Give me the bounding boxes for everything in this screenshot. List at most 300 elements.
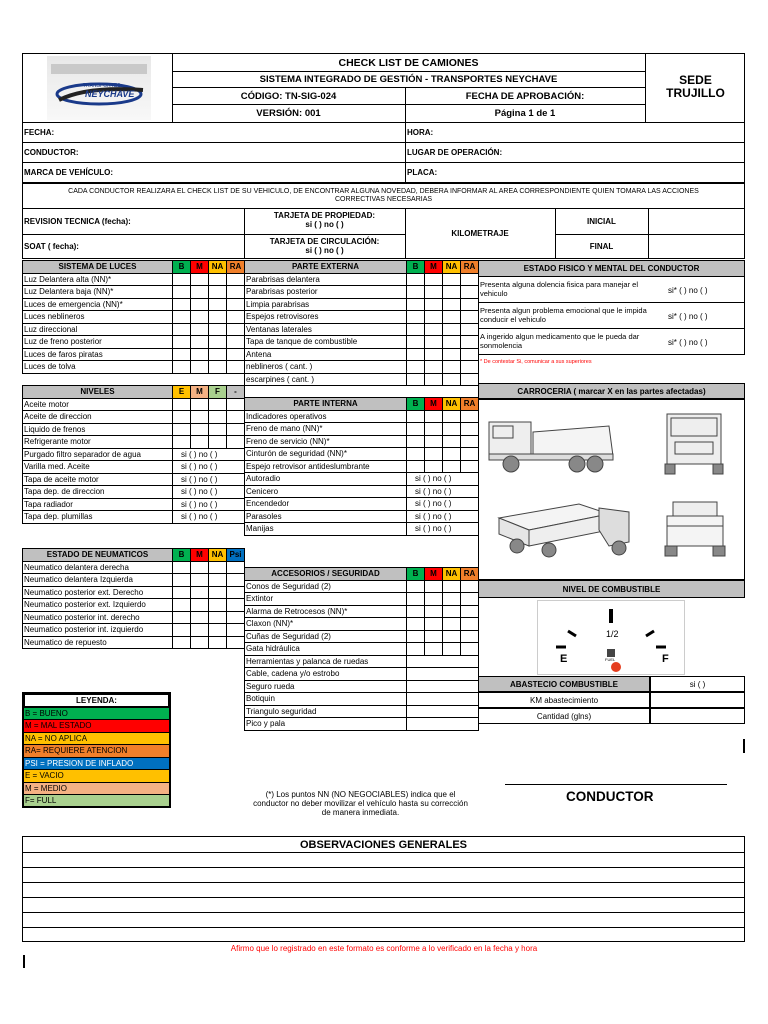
neumaticos-check-cell[interactable] bbox=[227, 586, 245, 599]
interna-check-cell[interactable] bbox=[461, 410, 479, 423]
observaciones-line[interactable] bbox=[23, 867, 744, 883]
niveles-check-cell[interactable] bbox=[173, 411, 191, 424]
externa-check-cell[interactable] bbox=[407, 348, 425, 361]
externa-row bbox=[245, 298, 479, 311]
conductor-field[interactable]: CONDUCTOR: bbox=[24, 147, 79, 157]
neumaticos-check-cell[interactable] bbox=[191, 624, 209, 637]
luces-check-cell[interactable] bbox=[173, 348, 191, 361]
niveles-check-cell[interactable] bbox=[191, 411, 209, 424]
externa-check-cell[interactable] bbox=[425, 273, 443, 286]
neumaticos-check-cell[interactable] bbox=[209, 599, 227, 612]
col-b: B bbox=[407, 568, 425, 581]
accesorios-check-cell[interactable] bbox=[407, 580, 425, 593]
externa-check-cell[interactable] bbox=[443, 323, 461, 336]
neumaticos-check-cell[interactable] bbox=[227, 624, 245, 637]
luces-check-cell[interactable] bbox=[191, 311, 209, 324]
lugar-field[interactable]: LUGAR DE OPERACIÓN: bbox=[407, 147, 503, 157]
form-code: CÓDIGO: TN-SIG-024 bbox=[240, 90, 337, 102]
interna-check-cell[interactable] bbox=[443, 410, 461, 423]
luces-table bbox=[22, 260, 245, 374]
leyenda-row bbox=[23, 745, 170, 758]
externa-item-label: Ventanas laterales bbox=[245, 323, 407, 336]
externa-check-cell[interactable] bbox=[461, 323, 479, 336]
neumaticos-check-cell[interactable] bbox=[227, 561, 245, 574]
externa-check-cell[interactable] bbox=[443, 361, 461, 374]
neumaticos-check-cell[interactable] bbox=[209, 636, 227, 649]
interna-row bbox=[245, 473, 479, 486]
carroceria-diagram[interactable] bbox=[478, 399, 745, 580]
fuel-gauge[interactable] bbox=[537, 600, 685, 675]
externa-item-label: Antena bbox=[245, 348, 407, 361]
luces-check-cell[interactable] bbox=[209, 298, 227, 311]
cantidad-galones-value[interactable] bbox=[650, 708, 745, 724]
externa-check-cell[interactable] bbox=[407, 373, 425, 386]
externa-header-row bbox=[245, 261, 479, 274]
accesorios-check-cell[interactable] bbox=[443, 593, 461, 606]
interna-sino[interactable]: si ( ) no ( ) bbox=[407, 510, 479, 523]
observaciones-line[interactable] bbox=[23, 852, 744, 868]
interna-sino[interactable]: si ( ) no ( ) bbox=[407, 485, 479, 498]
interna-check-cell[interactable] bbox=[407, 448, 425, 461]
niveles-sino[interactable]: si ( ) no ( ) bbox=[173, 511, 245, 524]
nn-note: (*) Los puntos NN (NO NEGOCIABLES) indica que el conductor no deber movilizar el vehículo hasta su corrección de manera inmediata. bbox=[253, 790, 468, 817]
neumaticos-check-cell[interactable] bbox=[227, 574, 245, 587]
col-m: M bbox=[425, 398, 443, 411]
interna-check-cell[interactable] bbox=[461, 448, 479, 461]
neumaticos-row bbox=[23, 561, 245, 574]
km-abastecimiento[interactable]: KM abastecimiento bbox=[478, 692, 650, 708]
luces-check-cell[interactable] bbox=[227, 323, 245, 336]
externa-header: PARTE EXTERNA bbox=[245, 261, 407, 274]
neumaticos-check-cell[interactable] bbox=[173, 574, 191, 587]
accesorios-row bbox=[245, 705, 479, 718]
luces-check-cell[interactable] bbox=[209, 361, 227, 374]
luces-check-cell[interactable] bbox=[173, 311, 191, 324]
niveles-row bbox=[23, 448, 245, 461]
accesorios-check-cell[interactable] bbox=[461, 605, 479, 618]
luces-check-cell[interactable] bbox=[191, 336, 209, 349]
luces-check-cell[interactable] bbox=[227, 361, 245, 374]
luces-check-cell[interactable] bbox=[227, 336, 245, 349]
accesorios-check-cell[interactable] bbox=[407, 593, 425, 606]
col-e: E bbox=[173, 386, 191, 399]
niveles-row bbox=[23, 511, 245, 524]
interna-header: PARTE INTERNA bbox=[245, 398, 407, 411]
luces-check-cell[interactable] bbox=[191, 361, 209, 374]
col-medio: M bbox=[191, 386, 209, 399]
externa-item-label: neblineros ( cant. ) bbox=[245, 361, 407, 374]
externa-item-label: Parabrisas delantera bbox=[245, 273, 407, 286]
luces-row bbox=[23, 286, 245, 299]
accesorios-header-row bbox=[245, 568, 479, 581]
interna-sino[interactable]: si ( ) no ( ) bbox=[407, 498, 479, 511]
signature-label: CONDUCTOR bbox=[566, 789, 654, 804]
niveles-check-cell[interactable] bbox=[227, 423, 245, 436]
fuel-half-label: 1/2 bbox=[606, 629, 619, 639]
accesorios-check-cell[interactable] bbox=[443, 630, 461, 643]
estado-row bbox=[478, 303, 745, 329]
accesorios-row bbox=[245, 718, 479, 731]
accesorios-check-cell[interactable] bbox=[407, 630, 425, 643]
abastecio-sino[interactable]: si ( ) bbox=[650, 676, 745, 692]
revision-tecnica[interactable]: REVISION TECNICA (fecha): bbox=[24, 216, 131, 226]
externa-check-cell[interactable] bbox=[443, 348, 461, 361]
luces-check-cell[interactable] bbox=[227, 286, 245, 299]
interna-row bbox=[245, 485, 479, 498]
accesorios-check-cell[interactable] bbox=[425, 618, 443, 631]
externa-check-cell[interactable] bbox=[461, 311, 479, 324]
interna-check-cell[interactable] bbox=[425, 460, 443, 473]
neumaticos-check-cell[interactable] bbox=[227, 636, 245, 649]
accesorios-check-cell[interactable] bbox=[443, 643, 461, 656]
accesorios-check-cell[interactable] bbox=[461, 580, 479, 593]
neumaticos-check-cell[interactable] bbox=[209, 611, 227, 624]
externa-check-cell[interactable] bbox=[407, 336, 425, 349]
interna-item-label: Espejo retrovisor antideslumbrante bbox=[245, 460, 407, 473]
accesorios-sino[interactable] bbox=[407, 680, 479, 693]
cantidad-galones[interactable]: Cantidad (glns) bbox=[478, 708, 650, 724]
accesorios-check-cell[interactable] bbox=[443, 618, 461, 631]
niveles-item-label: Tapa de aceite motor bbox=[23, 473, 173, 486]
accesorios-check-cell[interactable] bbox=[407, 643, 425, 656]
col-b: B bbox=[407, 398, 425, 411]
niveles-sino[interactable]: si ( ) no ( ) bbox=[173, 498, 245, 511]
luces-check-cell[interactable] bbox=[191, 323, 209, 336]
neumaticos-check-cell[interactable] bbox=[191, 586, 209, 599]
externa-check-cell[interactable] bbox=[425, 323, 443, 336]
truck-side-view-icon bbox=[489, 422, 613, 472]
niveles-row bbox=[23, 398, 245, 411]
neumaticos-row bbox=[23, 586, 245, 599]
externa-check-cell[interactable] bbox=[407, 311, 425, 324]
observaciones-line[interactable] bbox=[23, 927, 744, 943]
externa-row bbox=[245, 361, 479, 374]
footer-statement: Afirmo que lo registrado en este formato es conforme a lo verificado en la fecha y hora bbox=[230, 944, 538, 953]
leyenda-item: NA = NO APLICA bbox=[23, 732, 170, 745]
col-f: F bbox=[209, 386, 227, 399]
niveles-check-cell[interactable] bbox=[191, 436, 209, 449]
neumaticos-check-cell[interactable] bbox=[173, 624, 191, 637]
interna-check-cell[interactable] bbox=[407, 460, 425, 473]
combustible-header: NIVEL DE COMBUSTIBLE bbox=[478, 580, 745, 598]
niveles-item-label: Liquido de frenos bbox=[23, 423, 173, 436]
tarjeta-propiedad-sino[interactable]: si ( ) no ( ) bbox=[305, 220, 344, 229]
truck-front-view-icon bbox=[665, 414, 723, 474]
accesorios-check-cell[interactable] bbox=[425, 593, 443, 606]
leyenda-item: M = MEDIO bbox=[23, 782, 170, 795]
externa-check-cell[interactable] bbox=[461, 348, 479, 361]
niveles-sino[interactable]: si ( ) no ( ) bbox=[173, 461, 245, 474]
niveles-row bbox=[23, 473, 245, 486]
neumaticos-check-cell[interactable] bbox=[191, 574, 209, 587]
externa-row bbox=[245, 348, 479, 361]
leyenda-row bbox=[23, 707, 170, 720]
neumaticos-check-cell[interactable] bbox=[173, 611, 191, 624]
interna-check-cell[interactable] bbox=[407, 410, 425, 423]
luces-check-cell[interactable] bbox=[191, 348, 209, 361]
externa-check-cell[interactable] bbox=[461, 361, 479, 374]
interna-sino[interactable]: si ( ) no ( ) bbox=[407, 473, 479, 486]
externa-check-cell[interactable] bbox=[425, 286, 443, 299]
leyenda-item: PSI = PRESION DE INFLADO bbox=[23, 757, 170, 770]
niveles-row bbox=[23, 486, 245, 499]
accesorios-sino[interactable] bbox=[407, 655, 479, 668]
col-na: NA bbox=[209, 549, 227, 562]
col-na: NA bbox=[443, 398, 461, 411]
accesorios-sino[interactable] bbox=[407, 693, 479, 706]
luces-item-label: Luz de freno posterior bbox=[23, 336, 173, 349]
interna-check-cell[interactable] bbox=[407, 423, 425, 436]
neumaticos-check-cell[interactable] bbox=[191, 636, 209, 649]
niveles-check-cell[interactable] bbox=[209, 436, 227, 449]
luces-check-cell[interactable] bbox=[227, 348, 245, 361]
externa-item-label: Tapa de tanque de combustible bbox=[245, 336, 407, 349]
page-number: Página 1 de 1 bbox=[494, 108, 556, 119]
accesorios-sino[interactable] bbox=[407, 668, 479, 681]
observaciones-line[interactable] bbox=[23, 882, 744, 898]
accesorios-check-cell[interactable] bbox=[407, 605, 425, 618]
interna-item-label: Parasoles bbox=[245, 510, 407, 523]
luces-row bbox=[23, 273, 245, 286]
luces-check-cell[interactable] bbox=[227, 273, 245, 286]
niveles-check-cell[interactable] bbox=[227, 436, 245, 449]
accesorios-item-label: Gata hidráulica bbox=[245, 643, 407, 656]
luces-row bbox=[23, 336, 245, 349]
interna-check-cell[interactable] bbox=[461, 460, 479, 473]
niveles-check-cell[interactable] bbox=[209, 411, 227, 424]
luces-check-cell[interactable] bbox=[173, 336, 191, 349]
estado-sino[interactable]: si* ( ) no ( ) bbox=[668, 338, 708, 347]
niveles-sino[interactable]: si ( ) no ( ) bbox=[173, 473, 245, 486]
niveles-row bbox=[23, 436, 245, 449]
tarjeta-circulacion-label: TARJETA DE CIRCULACIÓN: bbox=[269, 237, 380, 246]
niveles-item-label: Tapa dep. plumillas bbox=[23, 511, 173, 524]
externa-check-cell[interactable] bbox=[461, 336, 479, 349]
notice-text: CADA CONDUCTOR REALIZARA EL CHECK LIST DE SU VEHICULO, DE ENCONTRAR ALGUNA NOVEDAD, DEBERA INFORMAR AL AREA CORRESPONDIENTE QUIEN TOMARA LAS ACCIONES CORRECTIVAS NECESARIAS bbox=[22, 183, 745, 209]
marca-field[interactable]: MARCA DE VEHÍCULO: bbox=[24, 168, 114, 177]
luces-check-cell[interactable] bbox=[173, 361, 191, 374]
interna-check-cell[interactable] bbox=[461, 435, 479, 448]
luces-check-cell[interactable] bbox=[173, 323, 191, 336]
interna-check-cell[interactable] bbox=[443, 460, 461, 473]
externa-check-cell[interactable] bbox=[443, 373, 461, 386]
externa-row bbox=[245, 286, 479, 299]
neumaticos-check-cell[interactable] bbox=[173, 561, 191, 574]
accesorios-sino[interactable] bbox=[407, 718, 479, 731]
leyenda-row bbox=[23, 782, 170, 795]
observaciones-line[interactable] bbox=[23, 897, 744, 913]
tarjeta-propiedad bbox=[244, 211, 405, 229]
niveles-check-cell[interactable] bbox=[227, 411, 245, 424]
interna-item-label: Indicadores operativos bbox=[245, 410, 407, 423]
estado-sino[interactable]: si* ( ) no ( ) bbox=[668, 312, 708, 321]
accesorios-check-cell[interactable] bbox=[443, 580, 461, 593]
niveles-sino[interactable]: si ( ) no ( ) bbox=[173, 448, 245, 461]
luces-check-cell[interactable] bbox=[209, 286, 227, 299]
carroceria-header: CARROCERIA ( marcar X en las partes afectadas) bbox=[478, 383, 745, 399]
observaciones-header: OBSERVACIONES GENERALES bbox=[299, 838, 468, 851]
luces-check-cell[interactable] bbox=[173, 298, 191, 311]
col-m: M bbox=[425, 568, 443, 581]
accesorios-check-cell[interactable] bbox=[425, 643, 443, 656]
externa-check-cell[interactable] bbox=[425, 298, 443, 311]
leyenda-item: E = VACIO bbox=[23, 770, 170, 783]
externa-check-cell[interactable] bbox=[443, 298, 461, 311]
externa-check-cell[interactable] bbox=[443, 336, 461, 349]
leyenda-row bbox=[23, 720, 170, 733]
externa-check-cell[interactable] bbox=[407, 273, 425, 286]
neumaticos-header: ESTADO DE NEUMATICOS bbox=[23, 549, 173, 562]
accesorios-check-cell[interactable] bbox=[443, 605, 461, 618]
estado-question: A ingerido algun medicamento que le pueda dar sonmolencia bbox=[480, 332, 640, 350]
luces-check-cell[interactable] bbox=[173, 286, 191, 299]
niveles-check-cell[interactable] bbox=[191, 398, 209, 411]
neumaticos-check-cell[interactable] bbox=[191, 611, 209, 624]
neumaticos-check-cell[interactable] bbox=[209, 561, 227, 574]
neumaticos-check-cell[interactable] bbox=[227, 611, 245, 624]
externa-check-cell[interactable] bbox=[461, 373, 479, 386]
luces-check-cell[interactable] bbox=[191, 286, 209, 299]
niveles-check-cell[interactable] bbox=[191, 423, 209, 436]
niveles-check-cell[interactable] bbox=[227, 398, 245, 411]
luces-item-label: Luces neblineros bbox=[23, 311, 173, 324]
accesorios-sino[interactable] bbox=[407, 705, 479, 718]
accesorios-check-cell[interactable] bbox=[425, 580, 443, 593]
leyenda-item: F= FULL bbox=[23, 795, 170, 808]
niveles-check-cell[interactable] bbox=[209, 398, 227, 411]
externa-check-cell[interactable] bbox=[407, 286, 425, 299]
luces-check-cell[interactable] bbox=[227, 311, 245, 324]
accesorios-check-cell[interactable] bbox=[461, 593, 479, 606]
interna-check-cell[interactable] bbox=[425, 423, 443, 436]
accesorios-item-label: Seguro rueda bbox=[245, 680, 407, 693]
niveles-check-cell[interactable] bbox=[173, 398, 191, 411]
interna-item-label: Encendedor bbox=[245, 498, 407, 511]
interna-check-cell[interactable] bbox=[443, 423, 461, 436]
neumaticos-check-cell[interactable] bbox=[173, 586, 191, 599]
neumaticos-check-cell[interactable] bbox=[209, 586, 227, 599]
col-m: M bbox=[191, 549, 209, 562]
accesorios-check-cell[interactable] bbox=[461, 643, 479, 656]
luces-row bbox=[23, 361, 245, 374]
externa-check-cell[interactable] bbox=[407, 323, 425, 336]
observaciones-line[interactable] bbox=[23, 912, 744, 928]
neumaticos-check-cell[interactable] bbox=[191, 599, 209, 612]
niveles-table bbox=[22, 385, 245, 524]
hora-field[interactable]: HORA: bbox=[407, 127, 434, 137]
luces-check-cell[interactable] bbox=[173, 273, 191, 286]
interna-check-cell[interactable] bbox=[461, 423, 479, 436]
externa-check-cell[interactable] bbox=[461, 298, 479, 311]
externa-check-cell[interactable] bbox=[425, 336, 443, 349]
accesorios-table bbox=[244, 567, 479, 731]
accesorios-check-cell[interactable] bbox=[461, 630, 479, 643]
logo bbox=[47, 56, 151, 120]
neumaticos-row bbox=[23, 636, 245, 649]
accesorios-check-cell[interactable] bbox=[407, 618, 425, 631]
neumaticos-item-label: Neumatico posterior int. derecho bbox=[23, 611, 173, 624]
neumaticos-check-cell[interactable] bbox=[209, 574, 227, 587]
neumaticos-check-cell[interactable] bbox=[173, 636, 191, 649]
interna-check-cell[interactable] bbox=[425, 435, 443, 448]
luces-item-label: Luces de emergencia (NN)* bbox=[23, 298, 173, 311]
externa-check-cell[interactable] bbox=[425, 311, 443, 324]
accesorios-check-cell[interactable] bbox=[425, 630, 443, 643]
neumaticos-item-label: Neumatico delantera derecha bbox=[23, 561, 173, 574]
tarjeta-circulacion bbox=[244, 237, 405, 255]
interna-check-cell[interactable] bbox=[443, 448, 461, 461]
externa-check-cell[interactable] bbox=[407, 298, 425, 311]
leyenda-row bbox=[23, 732, 170, 745]
soat[interactable]: SOAT ( fecha): bbox=[24, 242, 79, 251]
leyenda-item: B = BUENO bbox=[23, 707, 170, 720]
interna-row bbox=[245, 448, 479, 461]
luces-item-label: Luces de faros piratas bbox=[23, 348, 173, 361]
externa-check-cell[interactable] bbox=[425, 361, 443, 374]
externa-check-cell[interactable] bbox=[461, 286, 479, 299]
luces-check-cell[interactable] bbox=[209, 336, 227, 349]
estado-conductor-header: ESTADO FISICO Y MENTAL DEL CONDUCTOR bbox=[478, 260, 745, 277]
km-abastecimiento-value[interactable] bbox=[650, 692, 745, 708]
neumaticos-check-cell[interactable] bbox=[191, 561, 209, 574]
neumaticos-check-cell[interactable] bbox=[227, 599, 245, 612]
accesorios-item-label: Pico y pala bbox=[245, 718, 407, 731]
luces-check-cell[interactable] bbox=[191, 273, 209, 286]
tarjeta-circulacion-sino[interactable]: si ( ) no ( ) bbox=[305, 246, 344, 255]
accesorios-row bbox=[245, 668, 479, 681]
accesorios-item-label: Cable, cadena y/o estrobo bbox=[245, 668, 407, 681]
neumaticos-check-cell[interactable] bbox=[209, 624, 227, 637]
luces-check-cell[interactable] bbox=[191, 298, 209, 311]
luces-check-cell[interactable] bbox=[209, 273, 227, 286]
accesorios-row bbox=[245, 605, 479, 618]
externa-check-cell[interactable] bbox=[407, 361, 425, 374]
externa-check-cell[interactable] bbox=[461, 273, 479, 286]
niveles-item-label: Refrigerante motor bbox=[23, 436, 173, 449]
neumaticos-check-cell[interactable] bbox=[173, 599, 191, 612]
accesorios-check-cell[interactable] bbox=[425, 605, 443, 618]
interna-row bbox=[245, 435, 479, 448]
accesorios-item-label: Botiquin bbox=[245, 693, 407, 706]
fecha-field[interactable]: FECHA: bbox=[24, 127, 55, 137]
estado-sino[interactable]: si* ( ) no ( ) bbox=[668, 286, 708, 295]
accesorios-check-cell[interactable] bbox=[461, 618, 479, 631]
niveles-check-cell[interactable] bbox=[173, 423, 191, 436]
interna-check-cell[interactable] bbox=[425, 410, 443, 423]
niveles-sino[interactable]: si ( ) no ( ) bbox=[173, 486, 245, 499]
luces-check-cell[interactable] bbox=[209, 348, 227, 361]
interna-check-cell[interactable] bbox=[407, 435, 425, 448]
externa-check-cell[interactable] bbox=[425, 348, 443, 361]
luces-check-cell[interactable] bbox=[209, 323, 227, 336]
externa-check-cell[interactable] bbox=[443, 286, 461, 299]
luces-check-cell[interactable] bbox=[209, 311, 227, 324]
interna-check-cell[interactable] bbox=[443, 435, 461, 448]
niveles-check-cell[interactable] bbox=[209, 423, 227, 436]
externa-check-cell[interactable] bbox=[443, 273, 461, 286]
estado-question: Presenta alguna dolencia fisica para manejar el vehiculo bbox=[480, 280, 639, 298]
luces-check-cell[interactable] bbox=[227, 298, 245, 311]
interna-check-cell[interactable] bbox=[425, 448, 443, 461]
interna-sino[interactable]: si ( ) no ( ) bbox=[407, 523, 479, 536]
niveles-item-label: Tapa radiador bbox=[23, 498, 173, 511]
externa-check-cell[interactable] bbox=[425, 373, 443, 386]
accesorios-item-label: Conos de Seguridad (2) bbox=[245, 580, 407, 593]
externa-check-cell[interactable] bbox=[443, 311, 461, 324]
niveles-check-cell[interactable] bbox=[173, 436, 191, 449]
leyenda-header: LEYENDA: bbox=[24, 694, 169, 707]
placa-field[interactable]: PLACA: bbox=[407, 168, 438, 177]
